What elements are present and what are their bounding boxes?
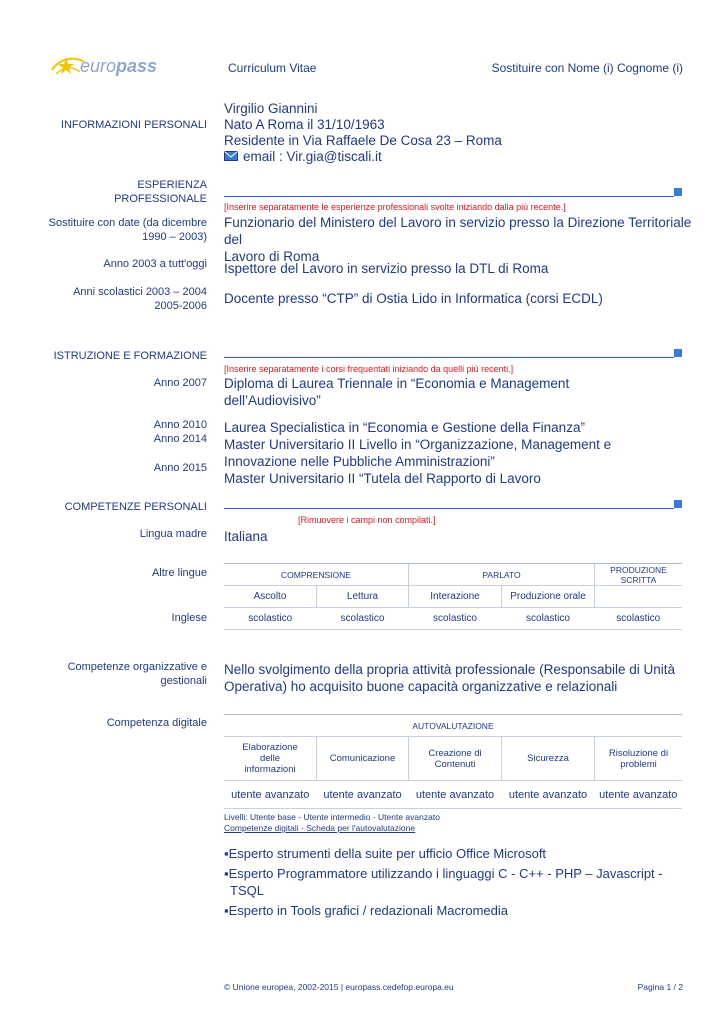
lang-value: scolastico <box>433 613 477 624</box>
org-skills-label: Competenze organizzative e gestionali <box>67 661 207 687</box>
edu-date-1: Anno 2007 <box>153 377 207 389</box>
digital-value: utente avanzato <box>231 788 310 801</box>
digital-value: utente avanzato <box>323 788 402 801</box>
edu-date-3: Anno 2015 <box>153 462 207 474</box>
section-marker <box>674 500 682 508</box>
section-label-experience-2: PROFESSIONALE <box>114 193 207 205</box>
section-label-experience-1: ESPERIENZA <box>137 179 207 191</box>
section-divider <box>224 196 674 197</box>
lang-sub-reading: Lettura <box>317 586 409 608</box>
email-link[interactable]: email : Vir.gia@tiscali.it <box>243 149 382 164</box>
exp-date-3: Anni scolastici 2003 – 2004 2005-2006 <box>73 286 207 312</box>
list-item-continuation: TSQL <box>230 883 264 898</box>
list-item: ▪Esperto strumenti della suite per ufficio Office Microsoft <box>224 846 547 861</box>
language-table <box>224 563 682 630</box>
section-marker <box>674 349 682 357</box>
cv-title: Curriculum Vitae <box>228 61 317 75</box>
levels-note: Livelli: Utente base - Utente intermedio - Utente avanzato <box>224 812 440 822</box>
exp-date-1: Sostituire con date (da dicembre 1990 – 2003) <box>48 217 207 243</box>
other-languages-label: Altre lingue <box>151 567 207 579</box>
section-marker <box>674 188 682 196</box>
language-row-label: Inglese <box>171 612 207 624</box>
lang-value: scolastico <box>526 613 570 624</box>
name-placeholder: Sostituire con Nome (i) Cognome (i) <box>491 61 683 75</box>
digital-col-content: Creazione di Contenuti <box>409 737 502 781</box>
section-label-education: ISTRUZIONE E FORMAZIONE <box>53 350 207 362</box>
exp-text-1: Funzionario del Ministero del Lavoro in servizio presso la Direzione Territoriale del Lavoro di Roma <box>224 215 692 264</box>
edu-text-2: Laurea Specialistica in “Economia e Gestione della Finanza” Master Universitario II Livello in “Organizzazione, Management e Innovazione nelle Pubbliche Amministrazioni” Master Universitario II “Tutela del Rapporto di Lavoro <box>224 420 612 486</box>
lang-sub-interaction: Interazione <box>409 586 502 608</box>
lang-value: scolastico <box>616 613 661 624</box>
lang-header-comprehension: COMPRENSIONE <box>224 564 409 586</box>
lang-sub-listening: Ascolto <box>224 586 317 608</box>
mother-tongue-label: Lingua madre <box>139 528 207 540</box>
digital-value: utente avanzato <box>599 788 678 801</box>
lang-value: scolastico <box>248 613 293 624</box>
digital-col-communication: Comunicazione <box>317 737 409 781</box>
footer-page: Pagina 1 / 2 <box>637 982 683 992</box>
section-divider <box>224 357 674 358</box>
org-skills-text: Nello svolgimento della propria attività professionale (Responsabile di Unità Operativa) ho acquisito buone capacità organizzative e relazionali <box>224 662 675 694</box>
levels-link[interactable]: Competenze digitali - Scheda per l'autovalutazione <box>224 823 416 833</box>
section-label-personal: INFORMAZIONI PERSONALI <box>60 119 207 131</box>
footer-copyright: © Unione europea, 2002-2015 | europass.cedefop.europa.eu <box>224 982 454 992</box>
person-birth: Nato A Roma il 31/10/1963 <box>224 117 385 132</box>
edu-text-1: Diploma di Laurea Triennale in “Economia e Management dell’Audiovisivo” <box>224 376 570 408</box>
lang-header-speaking: PARLATO <box>409 564 595 586</box>
digital-col-info: Elaborazione delle informazioni <box>224 737 317 781</box>
digital-header: AUTOVALUTAZIONE <box>412 720 494 731</box>
lang-sub-oral: Produzione orale <box>502 586 595 608</box>
digital-value: utente avanzato <box>508 788 588 801</box>
person-address: Residente in Via Raffaele De Cosa 23 – Roma <box>224 133 502 148</box>
digital-value: utente avanzato <box>415 788 495 801</box>
exp-text-2: Ispettore del Lavoro in servizio presso la DTL di Roma <box>224 261 549 276</box>
exp-date-2: Anno 2003 a tutt'oggi <box>103 258 207 270</box>
mother-tongue-value: Italiana <box>224 529 268 544</box>
edu-date-2: Anno 2010 Anno 2014 <box>153 419 207 445</box>
section-label-experience <box>114 178 207 206</box>
skills-note: [Rimuovere i campi non compilati.] <box>298 515 436 525</box>
section-divider <box>224 508 674 509</box>
digital-col-security: Sicurezza <box>502 737 595 781</box>
lang-header-writing: PRODUZIONE SCRITTA <box>610 564 667 585</box>
envelope-icon <box>224 151 238 161</box>
person-name: Virgilio Giannini <box>224 101 318 116</box>
lang-value: scolastico <box>340 613 385 624</box>
digital-skills-table <box>224 714 682 809</box>
list-item: ▪Esperto in Tools grafici / redazionali Macromedia <box>224 903 509 918</box>
exp-text-3: Docente presso “CTP” di Ostia Lido in Informatica (corsi ECDL) <box>224 291 603 306</box>
experience-note: [Inserire separatamente le esperienze professionali svolte iniziando dalla più recente.] <box>224 202 566 212</box>
logo-text-suffix: pass <box>116 56 158 76</box>
education-note: [Inserire separatamente i corsi frequentati iniziando da quelli più recenti.] <box>224 364 514 374</box>
digital-skills-label: Competenza digitale <box>106 717 207 729</box>
europass-logo <box>50 52 160 82</box>
skills-bullet-list <box>224 845 684 919</box>
list-item: ▪Esperto Programmatore utilizzando i linguaggi C - C++ - PHP – Javascript - <box>224 866 663 881</box>
section-label-skills: COMPETENZE PERSONALI <box>64 501 207 513</box>
logo-text-prefix: euro <box>80 56 117 76</box>
digital-col-problem-solving: Risoluzione di problemi <box>608 747 669 770</box>
